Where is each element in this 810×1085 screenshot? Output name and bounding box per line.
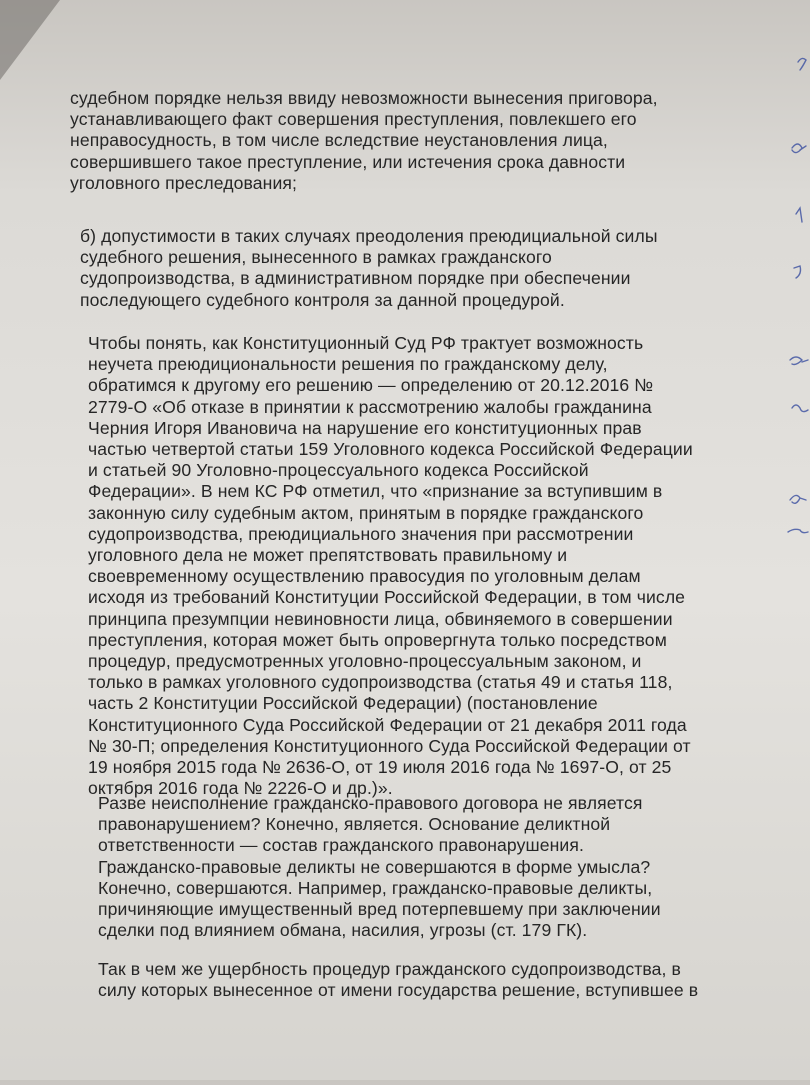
text-line: № 30-П; определения Конституционного Суда Российской Федерации от bbox=[88, 735, 691, 756]
text-line: законную силу судебным актом, принятым в порядке гражданского bbox=[88, 502, 644, 523]
text-line: 2779-О «Об отказе в принятии к рассмотрению жалобы гражданина bbox=[88, 396, 652, 417]
text-line: своевременному осуществлению правосудия по уголовным делам bbox=[88, 566, 641, 587]
text-line: уголовного преследования; bbox=[70, 172, 298, 193]
margin-scribble bbox=[792, 144, 806, 153]
handwriting-marks bbox=[760, 0, 810, 1080]
text-line: Чтобы понять, как Конституционный Суд РФ трактует возможность bbox=[88, 333, 644, 353]
text-line: судебного решения, вынесенного в рамках гражданского bbox=[80, 247, 552, 268]
text-line: Черния Игоря Ивановича на нарушение его конституционных прав bbox=[88, 417, 642, 438]
text-line: частью четвертой статьи 159 Уголовного кодекса Российской Федерации bbox=[88, 439, 693, 460]
text-line: принципа презумпции невиновности лица, обвиняемого в совершении bbox=[88, 608, 673, 629]
paragraph-5 bbox=[98, 959, 698, 1001]
text-line: силу которых вынесенное от имени государства решение, вступившее в bbox=[98, 980, 699, 1001]
text-line: октября 2016 года № 2226-О и др.)». bbox=[88, 778, 393, 799]
text-line: процедур, предусмотренных уголовно-процессуальным законом, и bbox=[88, 651, 642, 672]
text-line: ответственности — состав гражданского правонарушения. bbox=[98, 835, 584, 856]
text-line: правонарушением? Конечно, является. Основание деликтной bbox=[98, 814, 611, 835]
text-line: 19 ноября 2015 года № 2636-О, от 19 июля 2016 года № 1697-О, от 25 bbox=[88, 757, 672, 778]
text-line: уголовного дела не может препятствовать правильному и bbox=[88, 545, 568, 566]
margin-scribble bbox=[788, 529, 808, 532]
text-line: б) допустимости в таких случаях преодоления преюдициальной силы bbox=[80, 226, 658, 246]
text-line: неучета преюдициональности решения по гражданскому делу, bbox=[88, 354, 608, 375]
text-line: Конечно, совершаются. Например, гражданско-правовые деликты, bbox=[98, 877, 653, 898]
text-line: Гражданско-правовые деликты не совершаются в форме умысла? bbox=[98, 856, 651, 877]
text-line: причиняющие имущественный вред потерпевшему при заключении bbox=[98, 899, 661, 920]
text-line: Конституционного Суда Российской Федерации от 21 декабря 2011 года bbox=[88, 714, 687, 735]
text-line: часть 2 Конституции Российской Федерации) (постановление bbox=[88, 693, 598, 714]
text-line: исходя из требований Конституции Российской Федерации, в том числе bbox=[88, 587, 686, 608]
text-line: Федерации». В нем КС РФ отметил, что «признание за вступившим в bbox=[88, 481, 663, 502]
margin-scribble bbox=[792, 405, 808, 412]
text-line: Так в чем же ущербность процедур гражданского судопроизводства, в bbox=[98, 959, 681, 979]
text-line: судопроизводства, в административном порядке при обеспечении bbox=[80, 268, 631, 289]
text-line: устанавливающего факт совершения преступления, повлекшего его bbox=[70, 109, 637, 130]
paragraph-1 bbox=[70, 88, 658, 194]
margin-scribble bbox=[798, 58, 806, 70]
text-line: преступления, которая может быть опровергнута только посредством bbox=[88, 629, 667, 650]
text-line: только в рамках уголовного судопроизводства (статья 49 и статья 118, bbox=[88, 672, 673, 693]
text-line: последующего судебного контроля за данной процедурой. bbox=[80, 289, 565, 310]
text-line: совершившего такое преступление, или истечения срока давности bbox=[70, 151, 626, 172]
text-line: обратимся к другому его решению — определению от 20.12.2016 № bbox=[88, 375, 654, 396]
text-line: неправосудность, в том числе вследствие неустановления лица, bbox=[70, 130, 608, 151]
text-line: Разве неисполнение гражданско-правового договора не является bbox=[98, 793, 643, 813]
margin-scribble bbox=[790, 495, 806, 503]
text-line: судебном порядке нельзя ввиду невозможности вынесения приговора, bbox=[70, 88, 658, 108]
text-line: сделки под влиянием обмана, насилия, угрозы (ст. 179 ГК). bbox=[98, 920, 588, 941]
paragraph-2 bbox=[80, 226, 658, 311]
margin-scribble bbox=[794, 266, 801, 278]
text-line: и статьей 90 Уголовно-процессуального кодекса Российской bbox=[88, 460, 589, 481]
paragraph-4 bbox=[98, 793, 661, 941]
handwritten-margin-notes bbox=[760, 0, 810, 1080]
paragraph-3 bbox=[88, 333, 693, 799]
text-line: судопроизводства, преюдициального значения при рассмотрении bbox=[88, 523, 634, 544]
margin-scribble bbox=[796, 208, 802, 222]
margin-scribble bbox=[790, 357, 808, 365]
